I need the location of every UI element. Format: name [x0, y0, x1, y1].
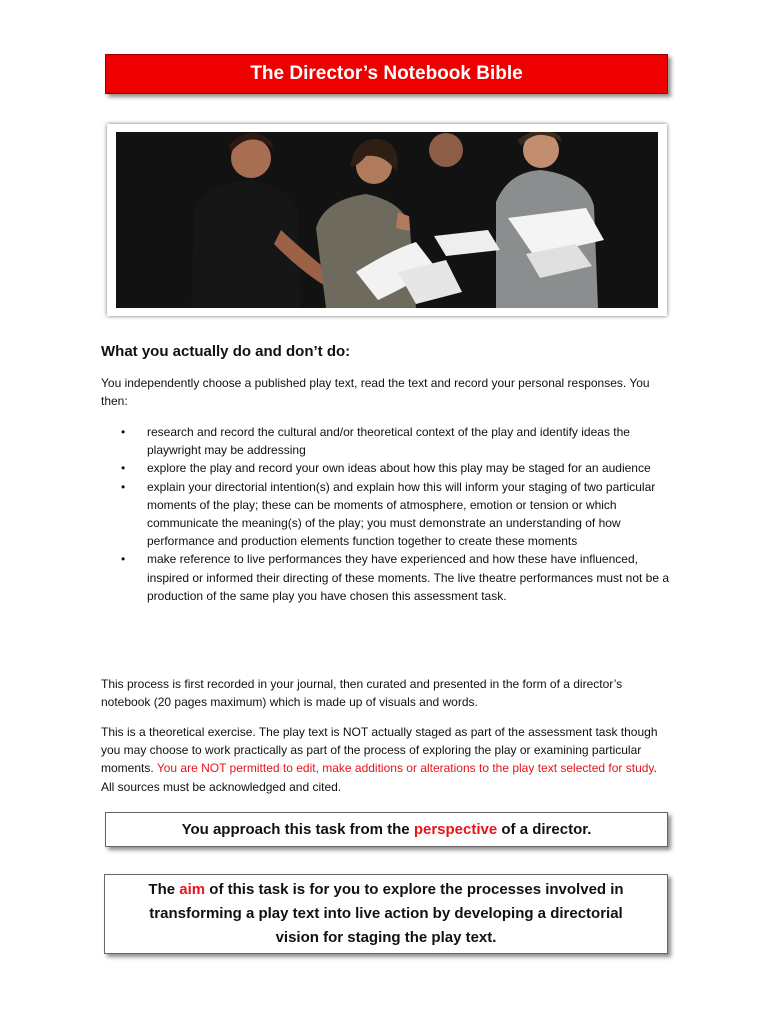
bullet-icon: • — [121, 461, 126, 476]
bullet-icon: • — [121, 425, 126, 439]
perspective-highlight: perspective — [413, 821, 498, 838]
page-title: The Director’s Notebook Bible — [250, 63, 523, 84]
bullet-icon: • — [121, 479, 126, 494]
theory-paragraph: This is a theoretical exercise. The play text is NOT actually staged as part of the assessment task though you may choose to work practically as part of the process of exploring the play or examining particular moments. You are NOT permitted to edit, make additions or alterations to the play text selected for study. All sources must be acknowledged and cited. — [101, 725, 658, 794]
restriction-notice: You are NOT permitted to edit, make additions or alterations to the play text selected for study — [156, 761, 654, 776]
list-item: • explore the play and record your own ideas about how this play may be staged for an audience — [101, 459, 671, 477]
photo-frame — [107, 124, 667, 316]
intro-paragraph: You independently choose a published play text, read the text and record your personal responses. You then: — [101, 376, 650, 409]
aim-highlight: aim — [179, 881, 206, 898]
section-heading: What you actually do and don’t do: — [101, 343, 351, 360]
list-item: • explain your directorial intention(s) and explain how this will inform your staging of two particular moments of the play; these can be moments of atmosphere, emotion or tension or which communicate the meaning(s) of the play; you must demonstrate an understanding of how performance and production elements function together to create these moments — [121, 479, 656, 549]
bullet-icon: • — [121, 552, 126, 567]
list-item: • research and record the cultural and/or theoretical context of the play and identify ideas the playwright may be addressing — [121, 425, 630, 458]
perspective-box: You approach this task from the perspective of a director. — [105, 812, 668, 847]
list-item: • make reference to live performances they have experienced and how these have influenced, inspired or informed their directing of these moments. The live theatre performances must not be a production of the same play you have chosen this assessment task. — [121, 552, 670, 603]
rehearsal-photo — [116, 132, 658, 308]
process-paragraph: This process is first recorded in your journal, then curated and presented in the form of a director’s notebook (20 pages maximum) which is made up of visuals and words. — [101, 677, 623, 710]
aim-box: The aim of this task is for you to explore the processes involved in transforming a play text into live action by developing a directorial vision for staging the play text. — [104, 874, 668, 954]
task-bullet-list — [101, 423, 671, 605]
title-banner — [105, 54, 668, 94]
